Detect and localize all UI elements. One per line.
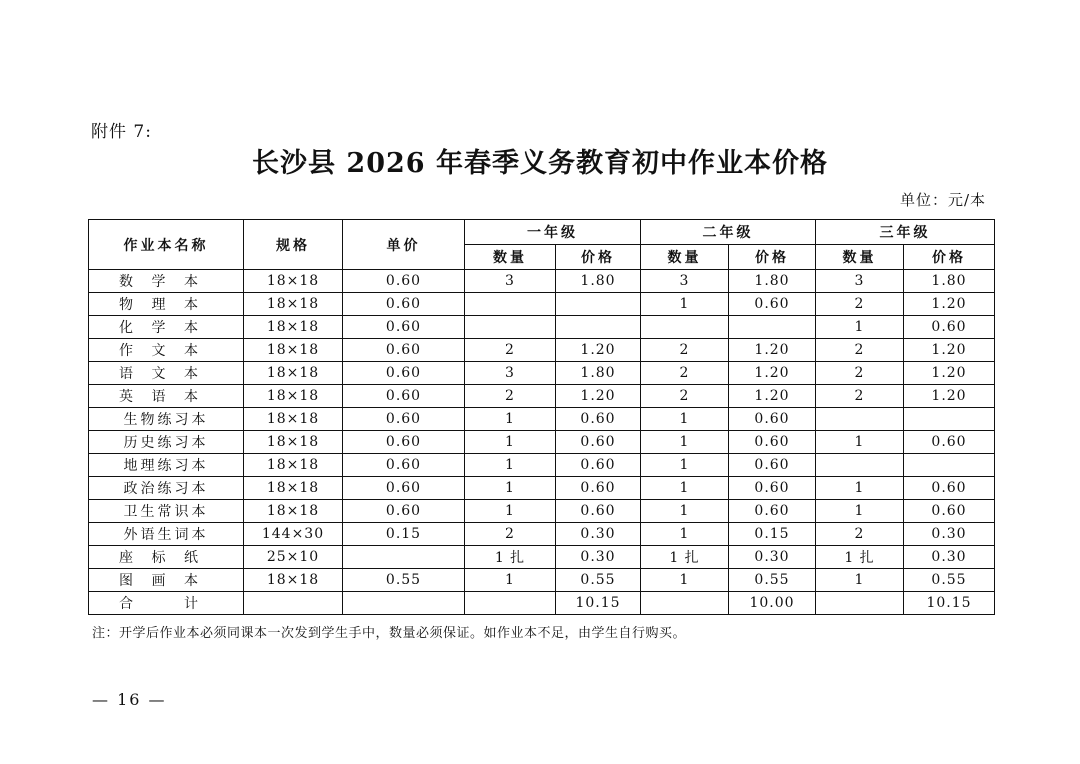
cell-g1p: 0.55 xyxy=(556,569,641,592)
cell-name: 英 语 本 xyxy=(89,385,244,408)
cell-g1p xyxy=(556,293,641,316)
cell-g3p: 0.60 xyxy=(904,477,995,500)
cell-spec: 25×10 xyxy=(244,546,343,569)
cell-g1q: 2 xyxy=(465,339,556,362)
cell-g3p: 0.60 xyxy=(904,431,995,454)
header-name: 作业本名称 xyxy=(89,220,244,270)
cell-g2q: 2 xyxy=(641,362,729,385)
cell-g1p: 1.20 xyxy=(556,385,641,408)
cell-spec: 18×18 xyxy=(244,385,343,408)
cell-g3q xyxy=(816,408,904,431)
cell-g1p: 1.80 xyxy=(556,270,641,293)
cell-g3q: 2 xyxy=(816,385,904,408)
unit-label: 单位：元/本 xyxy=(899,191,986,209)
table-row xyxy=(89,546,995,569)
table-row xyxy=(89,523,995,546)
cell-name: 语 文 本 xyxy=(89,362,244,385)
total-cell-spec xyxy=(244,592,343,615)
cell-g2q: 1 xyxy=(641,477,729,500)
cell-g1q: 3 xyxy=(465,270,556,293)
cell-spec: 18×18 xyxy=(244,270,343,293)
cell-g2p: 0.15 xyxy=(729,523,816,546)
total-row xyxy=(89,592,995,615)
cell-g1q: 1 xyxy=(465,500,556,523)
header-spec: 规格 xyxy=(244,220,343,270)
cell-g1p: 0.60 xyxy=(556,477,641,500)
cell-name: 生物练习本 xyxy=(89,408,244,431)
cell-unit-price: 0.15 xyxy=(343,523,465,546)
total-cell-g1q xyxy=(465,592,556,615)
cell-name: 化 学 本 xyxy=(89,316,244,339)
cell-g3p: 1.20 xyxy=(904,293,995,316)
header-grade3: 三年级 xyxy=(816,220,995,245)
table-row xyxy=(89,431,995,454)
cell-g3q: 2 xyxy=(816,339,904,362)
cell-g1p: 1.80 xyxy=(556,362,641,385)
header-price: 价格 xyxy=(904,245,995,270)
cell-g1p: 0.60 xyxy=(556,431,641,454)
cell-name: 座 标 纸 xyxy=(89,546,244,569)
total-cell-g1p: 10.15 xyxy=(556,592,641,615)
cell-g3q xyxy=(816,454,904,477)
cell-g1p: 1.20 xyxy=(556,339,641,362)
cell-spec: 18×18 xyxy=(244,477,343,500)
table-row xyxy=(89,362,995,385)
cell-name: 政治练习本 xyxy=(89,477,244,500)
cell-g2p: 0.60 xyxy=(729,500,816,523)
cell-spec: 18×18 xyxy=(244,431,343,454)
cell-unit-price xyxy=(343,546,465,569)
footnote: 注：开学后作业本必须同课本一次发到学生手中，数量必须保证。如作业本不足，由学生自行购买。 xyxy=(92,626,687,641)
cell-g3p: 1.20 xyxy=(904,385,995,408)
cell-name: 物 理 本 xyxy=(89,293,244,316)
total-cell-g3q xyxy=(816,592,904,615)
cell-name: 历史练习本 xyxy=(89,431,244,454)
price-table xyxy=(88,219,995,615)
cell-spec: 18×18 xyxy=(244,569,343,592)
table-row xyxy=(89,477,995,500)
attachment-label: 附件 7: xyxy=(91,122,152,142)
cell-name: 数 学 本 xyxy=(89,270,244,293)
cell-unit-price: 0.60 xyxy=(343,477,465,500)
header-price: 价格 xyxy=(729,245,816,270)
cell-g1q xyxy=(465,293,556,316)
cell-g2q: 1 扎 xyxy=(641,546,729,569)
cell-g3p: 0.30 xyxy=(904,523,995,546)
cell-g2p: 0.60 xyxy=(729,477,816,500)
header-qty: 数量 xyxy=(816,245,904,270)
cell-g3q: 1 xyxy=(816,431,904,454)
cell-g1p: 0.30 xyxy=(556,546,641,569)
cell-spec: 18×18 xyxy=(244,408,343,431)
cell-name: 作 文 本 xyxy=(89,339,244,362)
cell-spec: 144×30 xyxy=(244,523,343,546)
cell-g3q: 1 xyxy=(816,316,904,339)
table-row xyxy=(89,316,995,339)
cell-g2p: 0.60 xyxy=(729,408,816,431)
cell-g2q: 2 xyxy=(641,339,729,362)
page-number: — 16 — xyxy=(92,690,167,709)
total-cell-name: 合 计 xyxy=(89,592,244,615)
total-cell-g3p: 10.15 xyxy=(904,592,995,615)
cell-g2q: 1 xyxy=(641,569,729,592)
cell-g3q: 1 xyxy=(816,477,904,500)
cell-g1q: 3 xyxy=(465,362,556,385)
cell-g1q: 1 xyxy=(465,477,556,500)
cell-unit-price: 0.60 xyxy=(343,339,465,362)
cell-g1q: 1 扎 xyxy=(465,546,556,569)
table-row xyxy=(89,408,995,431)
cell-g1q: 2 xyxy=(465,385,556,408)
cell-g3q: 2 xyxy=(816,362,904,385)
table-row xyxy=(89,569,995,592)
table-row xyxy=(89,454,995,477)
cell-g2p: 1.80 xyxy=(729,270,816,293)
cell-g1q: 1 xyxy=(465,431,556,454)
cell-g2p xyxy=(729,316,816,339)
cell-g3p xyxy=(904,408,995,431)
table-row xyxy=(89,270,995,293)
cell-g2p: 1.20 xyxy=(729,362,816,385)
cell-g3p: 0.30 xyxy=(904,546,995,569)
cell-g2p: 1.20 xyxy=(729,385,816,408)
cell-g3p: 0.60 xyxy=(904,316,995,339)
cell-spec: 18×18 xyxy=(244,293,343,316)
cell-g2q: 1 xyxy=(641,500,729,523)
cell-g3q: 2 xyxy=(816,523,904,546)
cell-name: 外语生词本 xyxy=(89,523,244,546)
cell-g2q: 1 xyxy=(641,293,729,316)
cell-spec: 18×18 xyxy=(244,500,343,523)
cell-g2p: 1.20 xyxy=(729,339,816,362)
cell-unit-price: 0.60 xyxy=(343,316,465,339)
cell-spec: 18×18 xyxy=(244,454,343,477)
cell-spec: 18×18 xyxy=(244,339,343,362)
cell-g2q: 1 xyxy=(641,408,729,431)
cell-name: 地理练习本 xyxy=(89,454,244,477)
cell-g3p: 0.55 xyxy=(904,569,995,592)
cell-g1p: 0.60 xyxy=(556,500,641,523)
cell-g2p: 0.55 xyxy=(729,569,816,592)
cell-g1p: 0.60 xyxy=(556,454,641,477)
cell-g2p: 0.60 xyxy=(729,431,816,454)
cell-spec: 18×18 xyxy=(244,362,343,385)
cell-unit-price: 0.60 xyxy=(343,362,465,385)
cell-g1q xyxy=(465,316,556,339)
cell-unit-price: 0.60 xyxy=(343,293,465,316)
cell-unit-price: 0.60 xyxy=(343,385,465,408)
cell-name: 卫生常识本 xyxy=(89,500,244,523)
cell-g1p: 0.30 xyxy=(556,523,641,546)
cell-g2q: 1 xyxy=(641,431,729,454)
header-unit-price: 单价 xyxy=(343,220,465,270)
cell-unit-price: 0.55 xyxy=(343,569,465,592)
cell-g3p xyxy=(904,454,995,477)
cell-g1q: 1 xyxy=(465,454,556,477)
table-row xyxy=(89,293,995,316)
cell-g3p: 1.20 xyxy=(904,362,995,385)
cell-g3q: 2 xyxy=(816,293,904,316)
cell-g3q: 1 xyxy=(816,569,904,592)
header-price: 价格 xyxy=(556,245,641,270)
cell-g3p: 0.60 xyxy=(904,500,995,523)
cell-g1q: 2 xyxy=(465,523,556,546)
table-row xyxy=(89,500,995,523)
cell-g1q: 1 xyxy=(465,408,556,431)
cell-g3q: 3 xyxy=(816,270,904,293)
cell-g2q: 1 xyxy=(641,454,729,477)
cell-g2q: 1 xyxy=(641,523,729,546)
header-qty: 数量 xyxy=(465,245,556,270)
cell-unit-price: 0.60 xyxy=(343,431,465,454)
cell-g1p: 0.60 xyxy=(556,408,641,431)
cell-g2q: 2 xyxy=(641,385,729,408)
cell-g3q: 1 扎 xyxy=(816,546,904,569)
cell-unit-price: 0.60 xyxy=(343,408,465,431)
total-cell-unit-price xyxy=(343,592,465,615)
cell-g2q: 3 xyxy=(641,270,729,293)
total-cell-g2q xyxy=(641,592,729,615)
cell-unit-price: 0.60 xyxy=(343,454,465,477)
cell-g2p: 0.60 xyxy=(729,293,816,316)
total-cell-g2p: 10.00 xyxy=(729,592,816,615)
header-qty: 数量 xyxy=(641,245,729,270)
cell-g3p: 1.20 xyxy=(904,339,995,362)
cell-unit-price: 0.60 xyxy=(343,270,465,293)
cell-g2p: 0.30 xyxy=(729,546,816,569)
table-row xyxy=(89,339,995,362)
cell-name: 图 画 本 xyxy=(89,569,244,592)
header-grade1: 一年级 xyxy=(465,220,641,245)
cell-g2q xyxy=(641,316,729,339)
cell-unit-price: 0.60 xyxy=(343,500,465,523)
cell-g1q: 1 xyxy=(465,569,556,592)
cell-g2p: 0.60 xyxy=(729,454,816,477)
cell-spec: 18×18 xyxy=(244,316,343,339)
table-row xyxy=(89,385,995,408)
cell-g3q: 1 xyxy=(816,500,904,523)
cell-g1p xyxy=(556,316,641,339)
cell-g3p: 1.80 xyxy=(904,270,995,293)
header-grade2: 二年级 xyxy=(641,220,816,245)
page-title: 长沙县 2026 年春季义务教育初中作业本价格 xyxy=(252,148,828,179)
